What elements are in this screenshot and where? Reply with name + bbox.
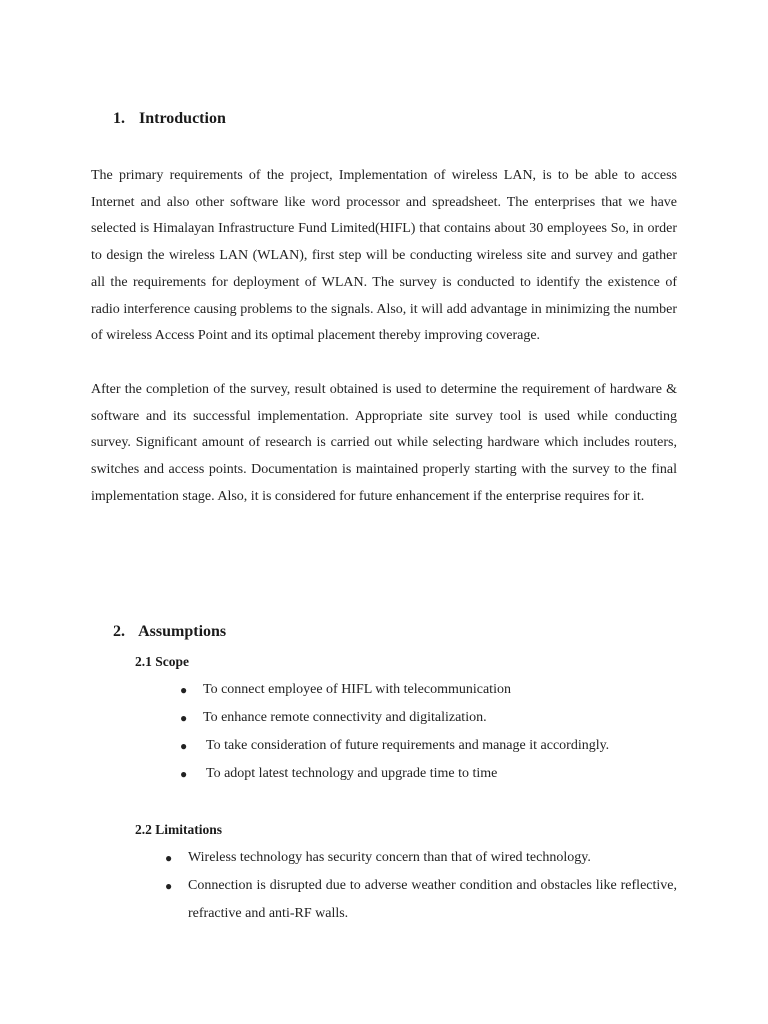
section-1-title: Introduction xyxy=(139,110,226,127)
bullet-icon: ● xyxy=(180,683,188,697)
scope-item-text: To take consideration of future requirements and manage it accordingly. xyxy=(206,738,610,753)
bullet-icon: ● xyxy=(165,879,173,893)
bullet-icon: ● xyxy=(180,739,188,753)
limitation-item xyxy=(165,844,677,872)
scope-item-text: To adopt latest technology and upgrade time to time xyxy=(206,766,498,781)
limitation-item xyxy=(165,872,677,928)
scope-item xyxy=(180,760,660,788)
section-1-number: 1. xyxy=(113,110,125,127)
bullet-icon: ● xyxy=(165,851,173,865)
section-1-heading xyxy=(113,110,226,128)
limitation-item-text: Connection is disrupted due to adverse weather condition and obstacles like reflective, refractive and anti-RF walls. xyxy=(188,878,677,921)
section-2-heading xyxy=(113,623,226,641)
scope-subheading: 2.1 Scope xyxy=(135,654,189,669)
bullet-icon: ● xyxy=(180,711,188,725)
intro-paragraph-1: The primary requirements of the project, Implementation of wireless LAN, is to be able to access Internet and also other software like word processor and spreadsheet. The enterprises that we have selected is Himalayan Infrastructure Fund Limited(HIFL) that contains about 30 employees So, in order to design the wireless LAN (WLAN), first step will be conducting wireless site and survey and gather all the requirements for deployment of WLAN. The survey is conducted to identify the existence of radio interference causing problems to the signals. Also, it will add advantage in minimizing the number of wireless Access Point and its optimal placement thereby improving coverage. xyxy=(91,168,677,344)
scope-item xyxy=(180,732,660,760)
limitation-item-text: Wireless technology has security concern than that of wired technology. xyxy=(188,850,591,865)
section-2-number: 2. xyxy=(113,623,125,640)
scope-item xyxy=(180,704,660,732)
scope-list xyxy=(180,676,660,788)
scope-item xyxy=(180,676,660,704)
scope-item-text: To enhance remote connectivity and digitalization. xyxy=(203,710,487,725)
limitations-subheading: 2.2 Limitations xyxy=(135,822,223,837)
section-2-title: Assumptions xyxy=(138,623,227,640)
bullet-icon: ● xyxy=(180,767,188,781)
scope-item-text: To connect employee of HIFL with telecommunication xyxy=(203,682,511,697)
limitations-list xyxy=(165,844,677,928)
intro-paragraph-2: After the completion of the survey, result obtained is used to determine the requirement of hardware & software and its successful implementation. Appropriate site survey tool is used while conducting survey. Significant amount of research is carried out while selecting hardware which includes routers, switches and access points. Documentation is maintained properly starting with the survey to the final implementation stage. Also, it is considered for future enhancement if the enterprise requires for it. xyxy=(91,382,677,504)
